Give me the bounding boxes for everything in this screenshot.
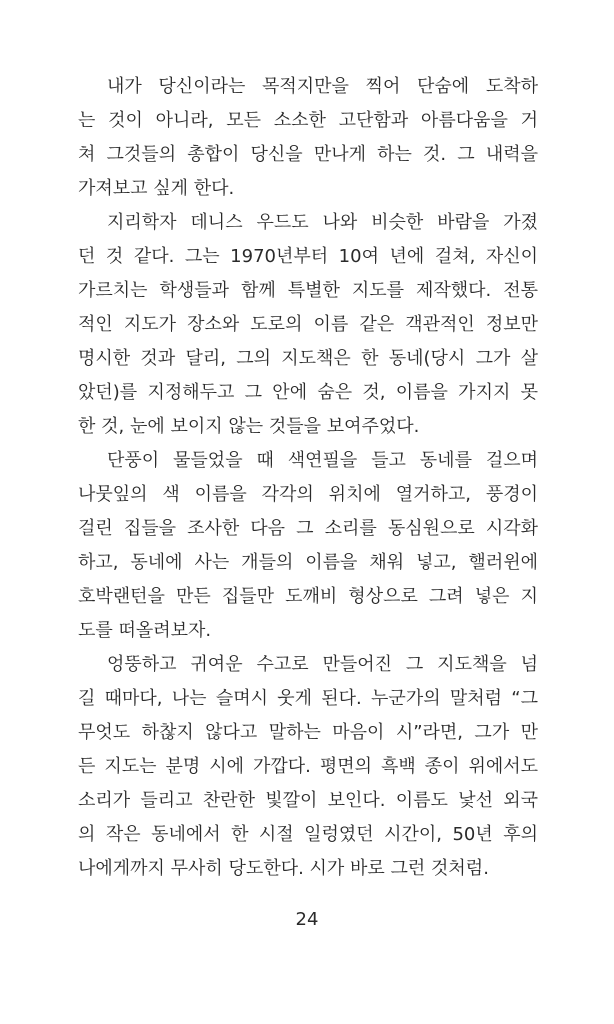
text-line: 하고, 동네에 사는 개들의 이름을 채워 넣고, 핼러윈에: [78, 552, 538, 573]
text-line: 나뭇잎의 색 이름을 각각의 위치에 열거하고, 풍경이: [78, 484, 538, 505]
text-line: 가져보고 싶게 한다.: [78, 178, 235, 199]
text-line: 무엇도 하찮지 않다고 말하는 마음이 시”라면, 그가 만: [78, 722, 538, 743]
text-line: 았던)를 지정해두고 그 안에 숨은 것, 이름을 가지지 못: [78, 382, 538, 403]
text-line: 엉뚱하고 귀여운 수고로 만들어진 그 지도책을 넘: [107, 654, 538, 675]
text-line: 길 때마다, 나는 슬며시 웃게 된다. 누군가의 말처럼 “그: [78, 688, 538, 709]
text-line: 호박랜턴을 만든 집들만 도깨비 형상으로 그려 넣은 지: [78, 586, 538, 607]
text-line: 소리가 들리고 찬란한 빛깔이 보인다. 이름도 낯선 외국: [78, 790, 538, 811]
text-line: 명시한 것과 달리, 그의 지도책은 한 동네(당시 그가 살: [78, 348, 538, 369]
text-line: 적인 지도가 장소와 도로의 이름 같은 객관적인 정보만: [78, 314, 538, 335]
page-number: 24: [295, 909, 319, 930]
text-line: 단풍이 물들었을 때 색연필을 들고 동네를 걸으며: [107, 450, 538, 471]
text-line: 한 것, 눈에 보이지 않는 것들을 보여주었다.: [78, 416, 420, 437]
text-line: 걸린 집들을 조사한 다음 그 소리를 동심원으로 시각화: [78, 518, 538, 539]
text-line: 지리학자 데니스 우드도 나와 비슷한 바람을 가졌: [107, 212, 538, 233]
text-line: 가르치는 학생들과 함께 특별한 지도를 제작했다. 전통: [78, 280, 538, 301]
text-line: 나에게까지 무사히 당도한다. 시가 바로 그런 것처럼.: [78, 858, 489, 879]
text-line: 내가 당신이라는 목적지만을 찍어 단숨에 도착하: [107, 76, 538, 97]
text-line: 쳐 그것들의 총합이 당신을 만나게 하는 것. 그 내력을: [78, 144, 538, 165]
text-line: 던 것 같다. 그는 1970년부터 10여 년에 걸쳐, 자신이: [78, 246, 538, 267]
text-line: 의 작은 동네에서 한 시절 일렁였던 시간이, 50년 후의: [78, 824, 538, 845]
text-line: 도를 떠올려보자.: [78, 620, 212, 641]
text-line: 는 것이 아니라, 모든 소소한 고단함과 아름다움을 거: [78, 110, 538, 131]
text-line: 든 지도는 분명 시에 가깝다. 평면의 흑백 종이 위에서도: [78, 756, 538, 777]
